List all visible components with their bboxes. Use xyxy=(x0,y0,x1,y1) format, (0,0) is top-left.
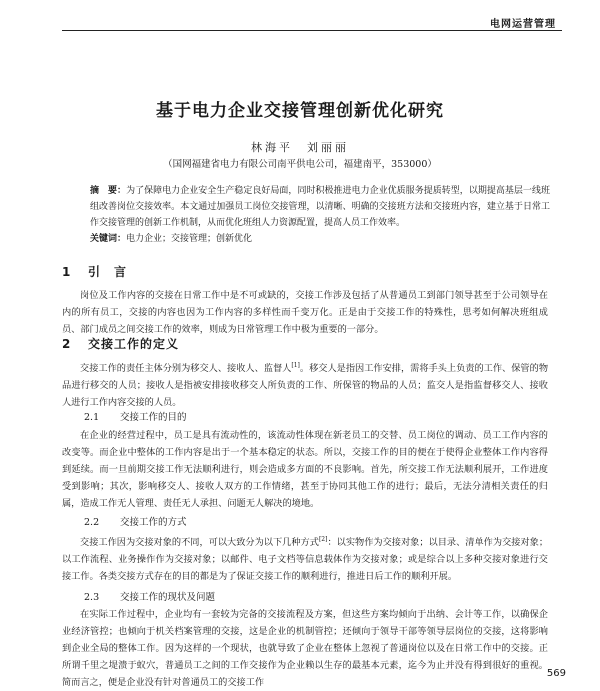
subsection-2-2-text: 交接工作因为交接对象的不同，可以大致分为以下几种方式[2]：以实物作为交接对象；以目录、清单作为交接对象；以工作流程、业务操作作为交接对象；以邮件、电子文档等信息载体作为交接对象；或是综合以上多种交接对象进行交接工作。各类交接方式存在的目的都是为了保证交接工作的顺利进行，推进日后工作的顺利开展。 xyxy=(62,536,549,583)
article-affiliation: （国网福建省电力有限公司南平供电公司，福建南平，353000） xyxy=(163,159,437,170)
section-number: 2 xyxy=(62,337,72,351)
abstract xyxy=(90,183,550,231)
section-title: 交接工作的定义 xyxy=(88,337,180,351)
section-number: 1 xyxy=(62,265,72,279)
journal-section-label: 电网运营管理 xyxy=(490,19,556,30)
section-2-intro: 交接工作的责任主体分别为移交人、接收人、监督人[1]。移交人是指因工作安排，需将手头上负责的工作、保管的物品进行移交的人员；接收人是指被安排接收移交人所负责的工作、所保管的物品的人员；监交人是指监督移交人、接收人进行工作内容交接的人员。 xyxy=(62,362,549,409)
citation-2: [2] xyxy=(318,536,328,543)
subsection-heading-2-1: 2.1 交接工作的目的 xyxy=(84,412,187,423)
keywords-label: 关键词： xyxy=(90,234,127,244)
section-title: 引 言 xyxy=(88,265,128,279)
abstract-label: 摘 要： xyxy=(90,186,127,196)
page-number: 569 xyxy=(546,668,566,679)
keywords xyxy=(90,231,550,244)
article-authors: 林海平 刘丽丽 xyxy=(251,141,349,154)
section-1-paragraph: 岗位及工作内容的交接在日常工作中是不可或缺的，交接工作涉及包括了从普通员工到部门领导甚至于公司领导在内的所有员工，交接的内容也因为工作内容的多样性而千变万化。正是由于交接工作的特殊性，思考如何解决班组成员、部门成员之间交接工作的效率，则成为日常管理工作中极为重要的一部分。 xyxy=(62,290,548,335)
citation-1: [1] xyxy=(291,362,300,369)
subsection-2-1-text: 在企业的经营过程中，员工是具有流动性的，该流动性体现在新老员工的交替、员工岗位的调动、员工工作内容的改变等。而企业中整体的工作内容是出于一个基本稳定的状态。所以，交接工作的目的便在于使得企业整体工作内容得到延续。而一旦前期交接工作无法顺利进行，则会造成多方面的不良影响。首先，所交接工作无法顺利展开，工作进度受到影响；其次，影响移交人、接收人双方的工作情绪，甚至于协同其他工作的进行；最后，无法分清相关责任的归属，造成工作无人管理、责任无人承担、问题无人解决的境地。 xyxy=(62,430,548,509)
subsection-heading-2-2: 2.2 交接工作的方式 xyxy=(84,517,187,528)
running-header xyxy=(62,6,562,31)
article-title: 基于电力企业交接管理创新优化研究 xyxy=(156,101,444,121)
keywords-text: 电力企业；交接管理；创新优化 xyxy=(126,234,253,244)
subsection-2-3-text: 在实际工作过程中，企业均有一套较为完备的交接流程及方案，但这些方案均倾向于出纳、会计等工作，以确保企业经济管控；也倾向于机关档案管理的交接，这是企业的机制管控；还倾向于领导干部等领导层岗位的交接，这将影响到企业全局的整体工作。因为这样的一个现状，也就导致了企业在整体上忽视了普通岗位以及在日常工作中的交接。正所谓千里之堤溃于蚁穴，普通员工之间的工作交接作为企业赖以生存的最基本元素，迄今为止并没有得到很好的重视。简而言之，便是企业没有针对普通员工的交接工作 xyxy=(62,609,548,688)
abstract-text: 为了保障电力企业安全生产稳定良好局面，同时积极推进电力企业优质服务提质转型，以期提高基层一线班组改善岗位交接效率。本文通过加强员工岗位交接管理，以清晰、明确的交接班方法和交接班内容，建立基于日常工作交接管理的创新工作机制，从而优化班组人力资源配置，提高人员工作效率。 xyxy=(90,186,550,228)
section-heading-2 xyxy=(62,335,179,352)
subsection-heading-2-3: 2.3 交接工作的现状及问题 xyxy=(84,592,216,603)
section-heading-1 xyxy=(62,263,127,280)
